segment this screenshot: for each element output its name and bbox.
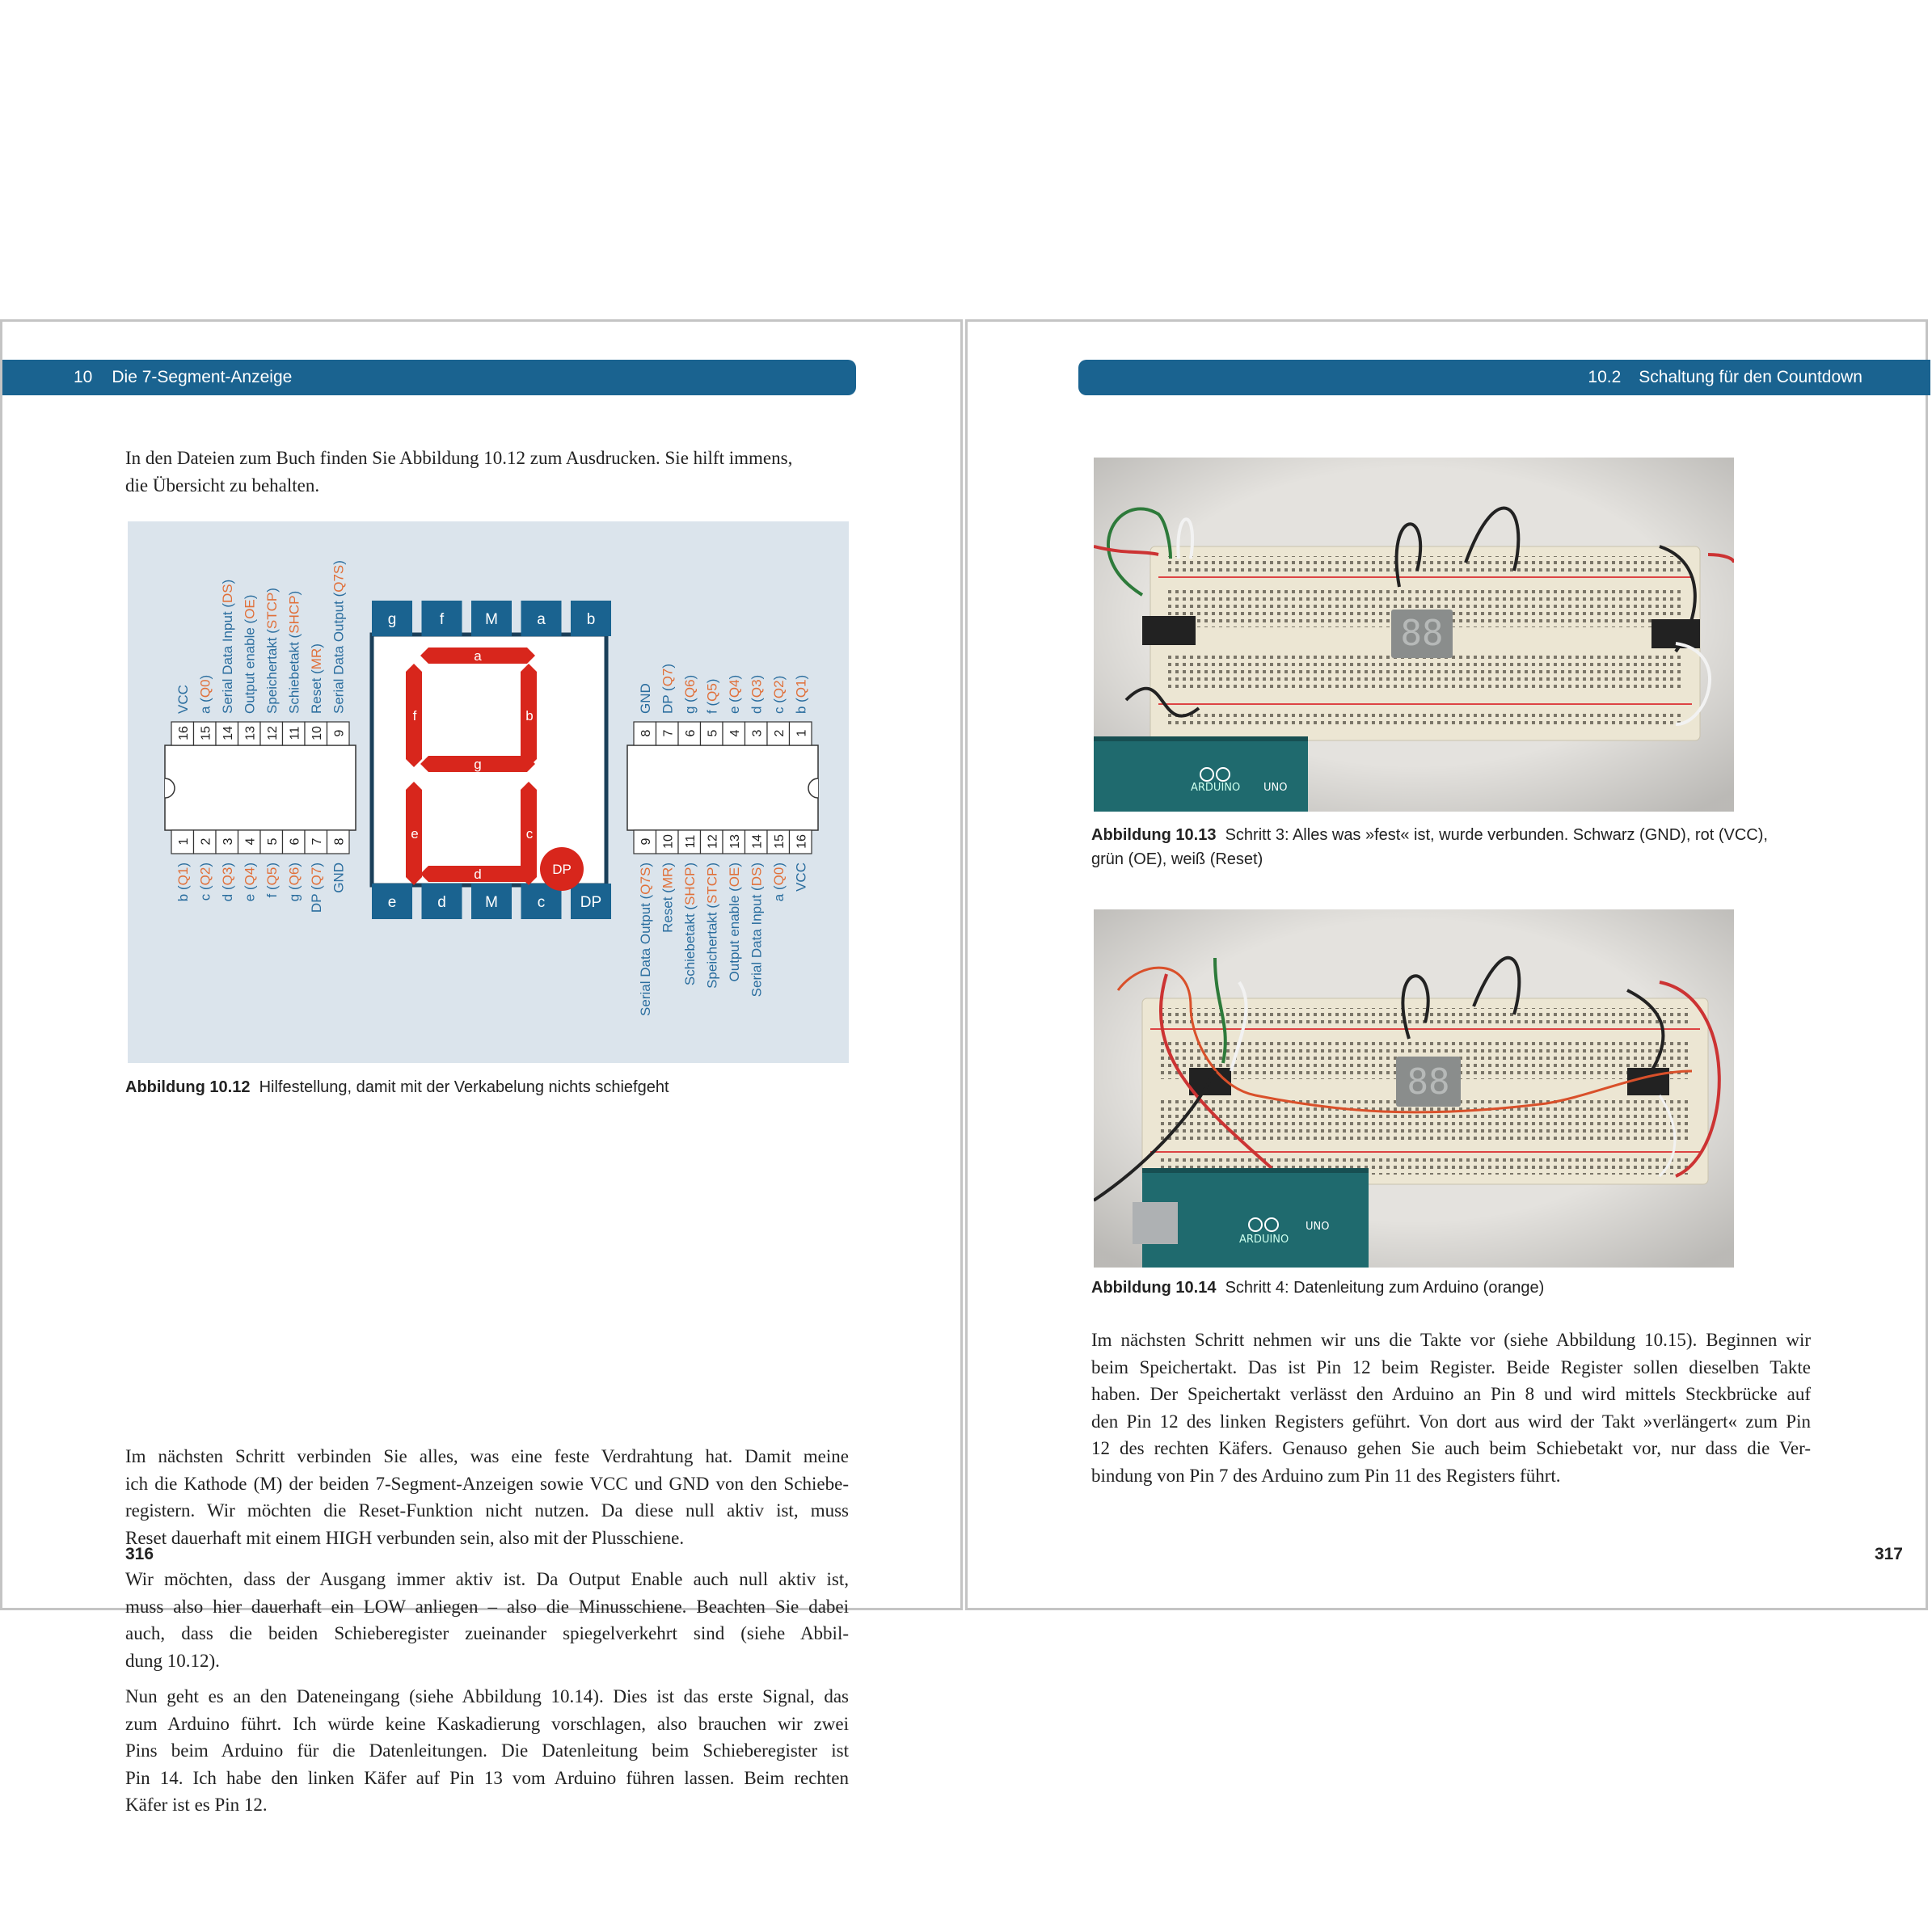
left-pin-label: Serial Data Input (DS) xyxy=(219,579,235,714)
right-pin-number: 14 xyxy=(750,834,765,849)
display-pin-label: b xyxy=(586,611,596,628)
wiring-diagram-svg xyxy=(128,521,849,1063)
left-pin-label: GND xyxy=(331,863,347,893)
right-pin-label: Schiebetakt (SHCP) xyxy=(681,863,698,986)
right-pin-number: 8 xyxy=(639,729,653,737)
left-pin-label: a (Q0) xyxy=(197,674,213,714)
intro-line: die Übersicht zu behalten. xyxy=(125,475,320,496)
left-pin-number: 16 xyxy=(176,726,191,740)
left-pin-number: 4 xyxy=(243,837,258,846)
left-pin-number: 3 xyxy=(221,837,235,846)
right-pin-label: d (Q3) xyxy=(749,674,765,714)
right-page xyxy=(965,319,1928,1610)
caption-number: Abbildung 10.12 xyxy=(125,1078,251,1096)
left-pin-number: 2 xyxy=(199,837,213,846)
display-pin-label: DP xyxy=(580,894,602,911)
left-pin-label: d (Q3) xyxy=(219,863,235,902)
left-pin-label: Speichertakt (STCP) xyxy=(264,588,280,714)
right-pin-label: e (Q4) xyxy=(726,674,742,714)
right-pin-number: 16 xyxy=(795,834,809,849)
caption-text: Hilfestellung, damit mit der Verkabelung nichts schiefgeht xyxy=(259,1078,669,1096)
paragraph xyxy=(125,1566,849,1674)
right-pin-number: 4 xyxy=(728,729,742,737)
page-number: 317 xyxy=(1874,1545,1903,1563)
section-header xyxy=(1078,360,1930,395)
chapter-number: 10 xyxy=(74,368,93,386)
left-pin-label: e (Q4) xyxy=(242,863,258,902)
left-pin-label: Output enable (OE) xyxy=(242,594,258,714)
caption-text: Schritt 4: Datenleitung zum Arduino (orange) xyxy=(1225,1279,1545,1297)
left-pin-number: 10 xyxy=(310,726,324,740)
decimal-point-label: DP xyxy=(552,862,572,877)
right-pin-label: VCC xyxy=(793,863,809,892)
right-pin-number: 9 xyxy=(639,837,653,846)
left-pin-number: 13 xyxy=(243,726,258,740)
paragraph-line: bindung von Pin 7 des Arduino zum Pin 11 des Registers führt. xyxy=(1091,1465,1561,1486)
photo-model-label: UNO xyxy=(1306,1221,1330,1233)
right-pin-label: Serial Data Input (DS) xyxy=(749,863,765,998)
paragraph-line: Reset dauerhaft mit einem HIGH verbunden sein, also mit der Plusschiene. xyxy=(125,1527,685,1548)
left-pin-number: 14 xyxy=(221,726,235,740)
figure-caption-10-14 xyxy=(1091,1276,1544,1300)
right-pin-number: 11 xyxy=(683,834,698,849)
left-pin-label: g (Q6) xyxy=(286,863,302,902)
caption-number: Abbildung 10.14 xyxy=(1091,1279,1217,1297)
left-pin-label: DP (Q7) xyxy=(308,863,324,913)
breadboard-photo-10-14 xyxy=(1094,909,1734,1268)
photo-model-label: UNO xyxy=(1263,782,1288,794)
paragraph-line: den Pin 12 des linken Registers geführt. Von dort aus wird der Takt »verlängert« zum Pin xyxy=(1091,1411,1811,1432)
left-pin-label: c (Q2) xyxy=(197,863,213,901)
right-pin-label: f (Q5) xyxy=(704,678,720,714)
right-pin-label: g (Q6) xyxy=(681,674,698,714)
caption-line: grün (OE), weiß (Reset) xyxy=(1091,850,1263,868)
left-pin-label: Schiebetakt (SHCP) xyxy=(286,590,302,714)
section-title: Schaltung für den Countdown xyxy=(1639,368,1862,386)
right-pin-label: Reset (MR) xyxy=(660,863,676,933)
left-pin-number: 8 xyxy=(332,837,347,846)
paragraph-line: Im nächsten Schritt nehmen wir uns die Takte vor (siehe Abbildung 10.15). Beginnen wir xyxy=(1091,1330,1811,1350)
left-pin-label: f (Q5) xyxy=(264,863,280,898)
right-chip-body xyxy=(627,745,818,830)
right-pin-label: GND xyxy=(637,683,653,714)
caption-line: Schritt 3: Alles was »fest« ist, wurde verbunden. Schwarz (GND), rot (VCC), xyxy=(1225,826,1768,844)
left-pin-number: 9 xyxy=(332,729,347,737)
chapter-title: Die 7-Segment-Anzeige xyxy=(112,368,293,386)
wiring-diagram xyxy=(128,521,849,1063)
segment-b-label: b xyxy=(525,708,534,723)
chapter-header xyxy=(2,360,856,395)
right-pin-number: 3 xyxy=(750,729,765,737)
display-pin-label: M xyxy=(485,611,498,628)
paragraph-line: Pins beim Arduino für die Datenleitungen. Die Datenleitung beim Schieberegister ist xyxy=(125,1740,849,1761)
segment-f-label: f xyxy=(412,708,417,723)
right-pin-label: b (Q1) xyxy=(793,674,809,714)
paragraph-line: Im nächsten Schritt verbinden Sie alles, was eine feste Verdrahtung hat. Damit meine xyxy=(125,1446,849,1466)
caption-number: Abbildung 10.13 xyxy=(1091,826,1217,844)
intro-line: In den Dateien zum Buch finden Sie Abbildung 10.12 zum Ausdrucken. Sie hilft immens, xyxy=(125,448,793,468)
right-pin-number: 12 xyxy=(706,834,720,849)
svg-text:88: 88 xyxy=(1407,1061,1450,1103)
display-pin-label: g xyxy=(387,611,397,628)
paragraph-line: zum Arduino führt. Ich würde keine Kaskadierung vorschlagen, also brauchen wir zwei xyxy=(125,1713,849,1734)
breadboard-photo-10-13 xyxy=(1094,458,1734,812)
left-pin-number: 5 xyxy=(265,837,280,846)
paragraph-line: registern. Wir möchten die Reset-Funktion nicht nutzen. Da diese null aktiv ist, muss xyxy=(125,1500,849,1521)
segment-d-label: d xyxy=(474,867,482,882)
right-pin-number: 2 xyxy=(772,729,787,737)
left-pin-number: 11 xyxy=(288,726,302,740)
left-pin-label: VCC xyxy=(175,685,191,714)
paragraph-line: Wir möchten, dass der Ausgang immer aktiv ist. Da Output Enable auch null aktiv ist, xyxy=(125,1569,849,1589)
paragraph xyxy=(125,1683,849,1819)
left-pin-label: b (Q1) xyxy=(175,863,191,902)
display-pin-label: f xyxy=(439,611,445,628)
paragraph-line: beim Speichertakt. Das ist Pin 12 beim Register. Beide Register sollen dieselben Takte xyxy=(1091,1356,1811,1377)
right-pin-number: 6 xyxy=(683,729,698,737)
paragraph-line: ich die Kathode (M) der beiden 7-Segment-Anzeigen sowie VCC und GND von den Schiebe- xyxy=(125,1473,849,1494)
segment-e-label: e xyxy=(411,826,419,842)
intro-paragraph xyxy=(125,445,849,499)
svg-text:88: 88 xyxy=(1400,613,1444,654)
right-pin-number: 15 xyxy=(772,834,787,849)
segment-g-label: g xyxy=(474,757,482,772)
display-pin-label: c xyxy=(537,894,546,911)
right-pin-label: a (Q0) xyxy=(770,863,787,902)
left-pin-number: 15 xyxy=(199,726,213,740)
display-pin-label: a xyxy=(537,611,546,628)
paragraph-line: dung 10.12). xyxy=(125,1650,220,1671)
figure-caption-10-13 xyxy=(1091,823,1819,871)
right-pin-number: 10 xyxy=(661,834,676,849)
segment-c-label: c xyxy=(525,826,534,842)
paragraph xyxy=(1091,1327,1811,1489)
paragraph-line: 12 des rechten Käfers. Genauso gehen Sie auch beim Schiebetakt vor, nur dass die Ver- xyxy=(1091,1438,1811,1458)
display-pin-label: e xyxy=(387,894,397,911)
right-pin-label: DP (Q7) xyxy=(660,663,676,714)
right-pin-label: Output enable (OE) xyxy=(726,863,742,982)
left-pin-number: 1 xyxy=(176,837,191,846)
right-pin-label: Serial Data Output (Q7S) xyxy=(637,863,653,1016)
left-page xyxy=(0,319,963,1815)
right-pin-number: 13 xyxy=(728,834,742,849)
right-pin-label: c (Q2) xyxy=(770,675,787,714)
photo-board-label: ARDUINO xyxy=(1191,782,1241,794)
left-pin-label: Reset (MR) xyxy=(308,643,324,714)
left-pin-number: 6 xyxy=(288,837,302,846)
right-pin-number: 1 xyxy=(795,729,809,737)
paragraph-line: muss also hier dauerhaft ein LOW anliegen – also die Minusschiene. Beachten Sie dabei xyxy=(125,1596,849,1617)
photo-board-label: ARDUINO xyxy=(1239,1234,1289,1246)
left-pin-label: Serial Data Output (Q7S) xyxy=(331,560,347,714)
paragraph-line: Nun geht es an den Dateneingang (siehe Abbildung 10.14). Dies ist das erste Signal, das xyxy=(125,1686,849,1706)
paragraph-line: Pin 14. Ich habe den linken Käfer auf Pin 13 vom Arduino führen lassen. Beim rechten xyxy=(125,1767,849,1788)
left-pin-number: 7 xyxy=(310,837,324,846)
left-chip-body xyxy=(165,745,356,830)
paragraph xyxy=(125,1443,849,1551)
figure-caption-10-12 xyxy=(125,1075,669,1099)
segment-a-label: a xyxy=(474,648,482,664)
section-number: 10.2 xyxy=(1588,368,1622,386)
paragraph-line: auch, dass die beiden Schieberegister zueinander spiegelverkehrt sind (siehe Abbil- xyxy=(125,1623,849,1643)
right-pin-number: 5 xyxy=(706,729,720,737)
page-number: 316 xyxy=(125,1545,154,1563)
right-pin-label: Speichertakt (STCP) xyxy=(704,863,720,989)
paragraph-line: haben. Der Speichertakt verlässt den Arduino an Pin 8 und wird mittels Steckbrücke auf xyxy=(1091,1384,1811,1404)
display-pin-label: d xyxy=(437,894,446,911)
paragraph-line: Käfer ist es Pin 12. xyxy=(125,1795,268,1815)
display-pin-label: M xyxy=(485,894,498,911)
right-pin-number: 7 xyxy=(661,729,676,737)
left-pin-number: 12 xyxy=(265,726,280,740)
